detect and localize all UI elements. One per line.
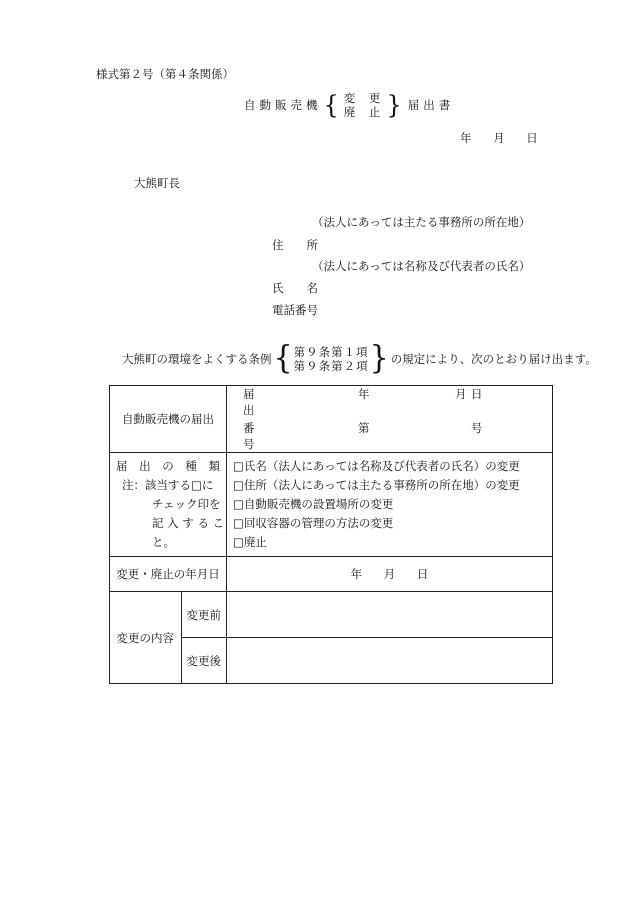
form-number-label: 様式第２号（第４条関係） (96, 67, 234, 81)
regulation-option-group (273, 340, 389, 377)
notification-number-cell[interactable] (227, 386, 553, 453)
left-brace-icon: { (273, 340, 293, 377)
regulation-prefix: 大熊町の環境をよくする条例 (122, 352, 272, 366)
notif-no-suffix: 号 (471, 421, 483, 435)
kind-heading (116, 457, 226, 476)
notif-no-prefix: 第 (358, 421, 370, 435)
document-title (244, 91, 454, 119)
regulation-option-2: 第９条第２項 (293, 359, 369, 373)
kind-note-line: 注：該当する□に (122, 478, 214, 492)
table-row (110, 592, 553, 638)
kind-note-line: チェック印を (152, 497, 221, 511)
change-date-field[interactable]: 年 月 日 (227, 557, 553, 592)
after-change-field[interactable] (227, 638, 553, 684)
kind-char: 届 (116, 459, 128, 473)
kind-char: の (162, 459, 174, 473)
notification-kind-options (227, 453, 553, 557)
right-brace-icon: } (369, 340, 389, 377)
left-brace-icon: { (323, 90, 343, 120)
kind-char: 類 (208, 459, 220, 473)
title-option-abolish: 廃 止 (343, 105, 386, 119)
option-address-change-checkbox[interactable]: □住所（法人にあっては主たる事務所の所在地）の変更 (233, 478, 520, 492)
notification-kind-label (110, 453, 227, 557)
name-label: 氏 名 (272, 281, 318, 295)
before-change-label: 変更前 (181, 592, 226, 638)
submission-date: 年 月 日 (460, 131, 538, 145)
title-suffix: 届出書 (407, 98, 455, 112)
regulation-statement (122, 340, 597, 377)
change-content-label: 変更の内容 (110, 592, 182, 684)
regulation-suffix: の規定により、次のとおり届け出ます。 (390, 352, 597, 366)
right-brace-icon: } (386, 90, 406, 120)
after-change-label: 変更後 (181, 638, 226, 684)
notif-day-label: 日 (471, 387, 483, 401)
kind-note (116, 476, 226, 552)
notification-table (109, 385, 553, 684)
table-row (110, 453, 553, 557)
kind-note-line: 記 入 す る こ (152, 516, 225, 530)
table-row (110, 557, 553, 592)
table-row (110, 386, 553, 453)
option-location-change-checkbox[interactable]: □自動販売機の設置場所の変更 (233, 497, 394, 511)
before-change-field[interactable] (227, 592, 553, 638)
address-label: 住 所 (272, 238, 318, 252)
phone-label: 電話番号 (272, 303, 318, 317)
kind-char: 種 (185, 459, 197, 473)
title-prefix: 自動販売機 (244, 98, 322, 112)
notif-number-label: 番 号 (243, 421, 266, 451)
option-container-change-checkbox[interactable]: □回収容器の管理の方法の変更 (233, 516, 394, 530)
name-note: （法人にあっては名称及び代表者の氏名） (312, 259, 531, 273)
address-note: （法人にあっては主たる事務所の所在地） (312, 215, 531, 229)
kind-char: 出 (139, 459, 151, 473)
kind-note-line: と。 (152, 535, 175, 549)
option-name-change-checkbox[interactable]: □氏名（法人にあっては名称及び代表者の氏名）の変更 (233, 459, 520, 473)
notification-label: 自動販売機の届出 (110, 386, 227, 453)
title-option-change: 変 更 (343, 91, 386, 105)
change-date-label: 変更・廃止の年月日 (110, 557, 227, 592)
regulation-option-1: 第９条第１項 (293, 345, 369, 359)
option-abolish-checkbox[interactable]: □廃止 (233, 535, 267, 549)
notif-month-label: 月 (455, 387, 467, 401)
notif-received-label: 届 出 (243, 387, 266, 417)
addressee: 大熊町長 (134, 176, 180, 190)
title-option-group (324, 91, 406, 119)
notif-year-label: 年 (358, 387, 370, 401)
